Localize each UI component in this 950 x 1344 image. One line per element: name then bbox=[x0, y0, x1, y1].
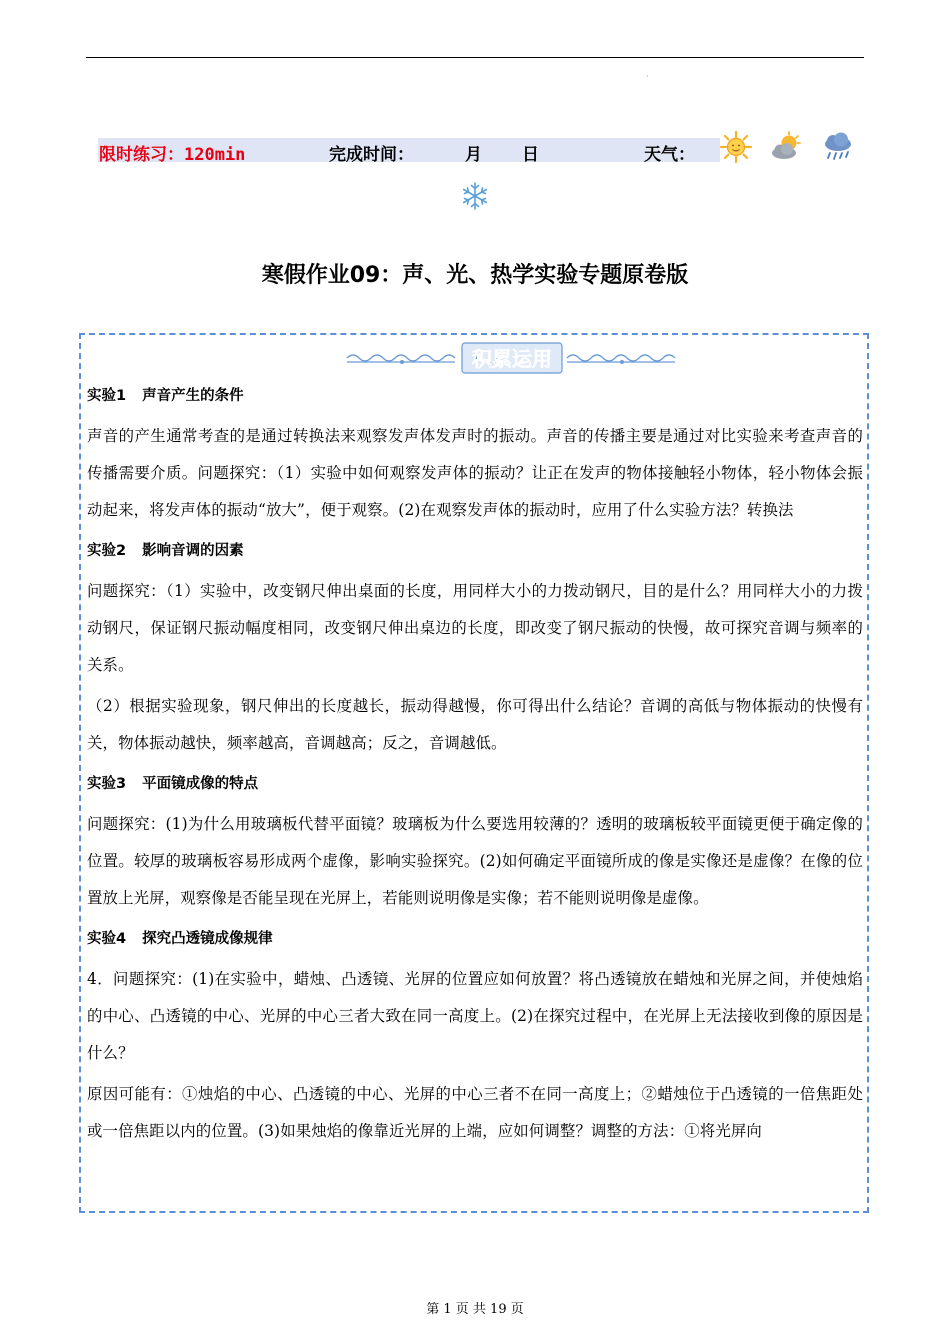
document-title: 寒假作业09：声、光、热学实验专题原卷版 bbox=[261, 263, 689, 288]
section-1-heading bbox=[87, 378, 863, 414]
section-2-heading bbox=[87, 533, 863, 569]
month-label: 月 bbox=[465, 145, 482, 165]
cloud-sun-icon bbox=[769, 130, 803, 164]
section-number: 实验1 bbox=[87, 388, 127, 404]
section-title: 声音产生的条件 bbox=[142, 388, 244, 404]
section-title: 探究凸透镜成像规律 bbox=[142, 931, 273, 947]
section-number: 实验4 bbox=[87, 931, 127, 947]
header-rule bbox=[86, 57, 864, 58]
section-4-heading bbox=[87, 921, 863, 957]
section-title: 影响音调的因素 bbox=[142, 543, 244, 559]
weather-label: 天气： bbox=[644, 145, 695, 165]
paragraph: 4．问题探究：(1)在实验中，蜡烛、凸透镜、光屏的位置应如何放置？将凸透镜放在蜡烛和光屏之间，并使烛焰的中心、凸透镜的中心、光屏的中心三者大致在同一高度上。(2)在探究过程中，在光屏上无法接收到像的原因是什么？ bbox=[87, 970, 863, 1062]
section-number: 实验2 bbox=[87, 543, 127, 559]
day-label: 日 bbox=[522, 145, 539, 165]
content-body bbox=[87, 378, 863, 1154]
time-limit: 限时练习：120min bbox=[99, 145, 246, 165]
paragraph: （2）根据实验现象，钢尺伸出的长度越长，振动得越慢，你可得出什么结论？音调的高低与物体振动的快慢有关，物体振动越快，频率越高，音调越高；反之，音调越低。 bbox=[87, 697, 863, 752]
snowflake-icon bbox=[461, 182, 489, 210]
rain-cloud-icon bbox=[821, 130, 855, 164]
completion-label: 完成时间： bbox=[329, 145, 414, 165]
sun-icon bbox=[719, 130, 753, 164]
banner-text: 积累运用 bbox=[472, 347, 552, 371]
section-number: 实验3 bbox=[87, 776, 127, 792]
section-3-heading bbox=[87, 766, 863, 802]
section-banner bbox=[342, 340, 682, 376]
paragraph: 问题探究：（1）实验中，改变钢尺伸出桌面的长度，用同样大小的力拨动钢尺，目的是什么？用同样大小的力拨动钢尺，保证钢尺振动幅度相同，改变钢尺伸出桌边的长度，即改变了钢尺振动的快慢，故可探究音调与频率的关系。 bbox=[87, 582, 863, 674]
header-dot: · bbox=[646, 72, 649, 81]
page-footer: 第 1 页 共 19 页 bbox=[426, 1302, 524, 1317]
paragraph: 声音的产生通常考查的是通过转换法来观察发声体发声时的振动。声音的传播主要是通过对比实验来考查声音的传播需要介质。问题探究：（1）实验中如何观察发声体的振动？让正在发声的物体接触轻小物体，轻小物体会振动起来，将发声体的振动“放大”，便于观察。(2)在观察发声体的振动时，应用了什么实验方法？转换法 bbox=[87, 427, 863, 519]
paragraph: 问题探究：(1)为什么用玻璃板代替平面镜？玻璃板为什么要选用较薄的？透明的玻璃板较平面镜更便于确定像的位置。较厚的玻璃板容易形成两个虚像，影响实验探究。(2)如何确定平面镜所成的像是实像还是虚像？在像的位置放上光屏，观察像是否能呈现在光屏上，若能则说明像是实像；若不能则说明像是虚像。 bbox=[87, 815, 863, 907]
section-title: 平面镜成像的特点 bbox=[142, 776, 259, 792]
paragraph: 原因可能有：①烛焰的中心、凸透镜的中心、光屏的中心三者不在同一高度上；②蜡烛位于凸透镜的一倍焦距处或一倍焦距以内的位置。(3)如果烛焰的像靠近光屏的上端，应如何调整？调整的方法：①将光屏向 bbox=[87, 1085, 863, 1140]
